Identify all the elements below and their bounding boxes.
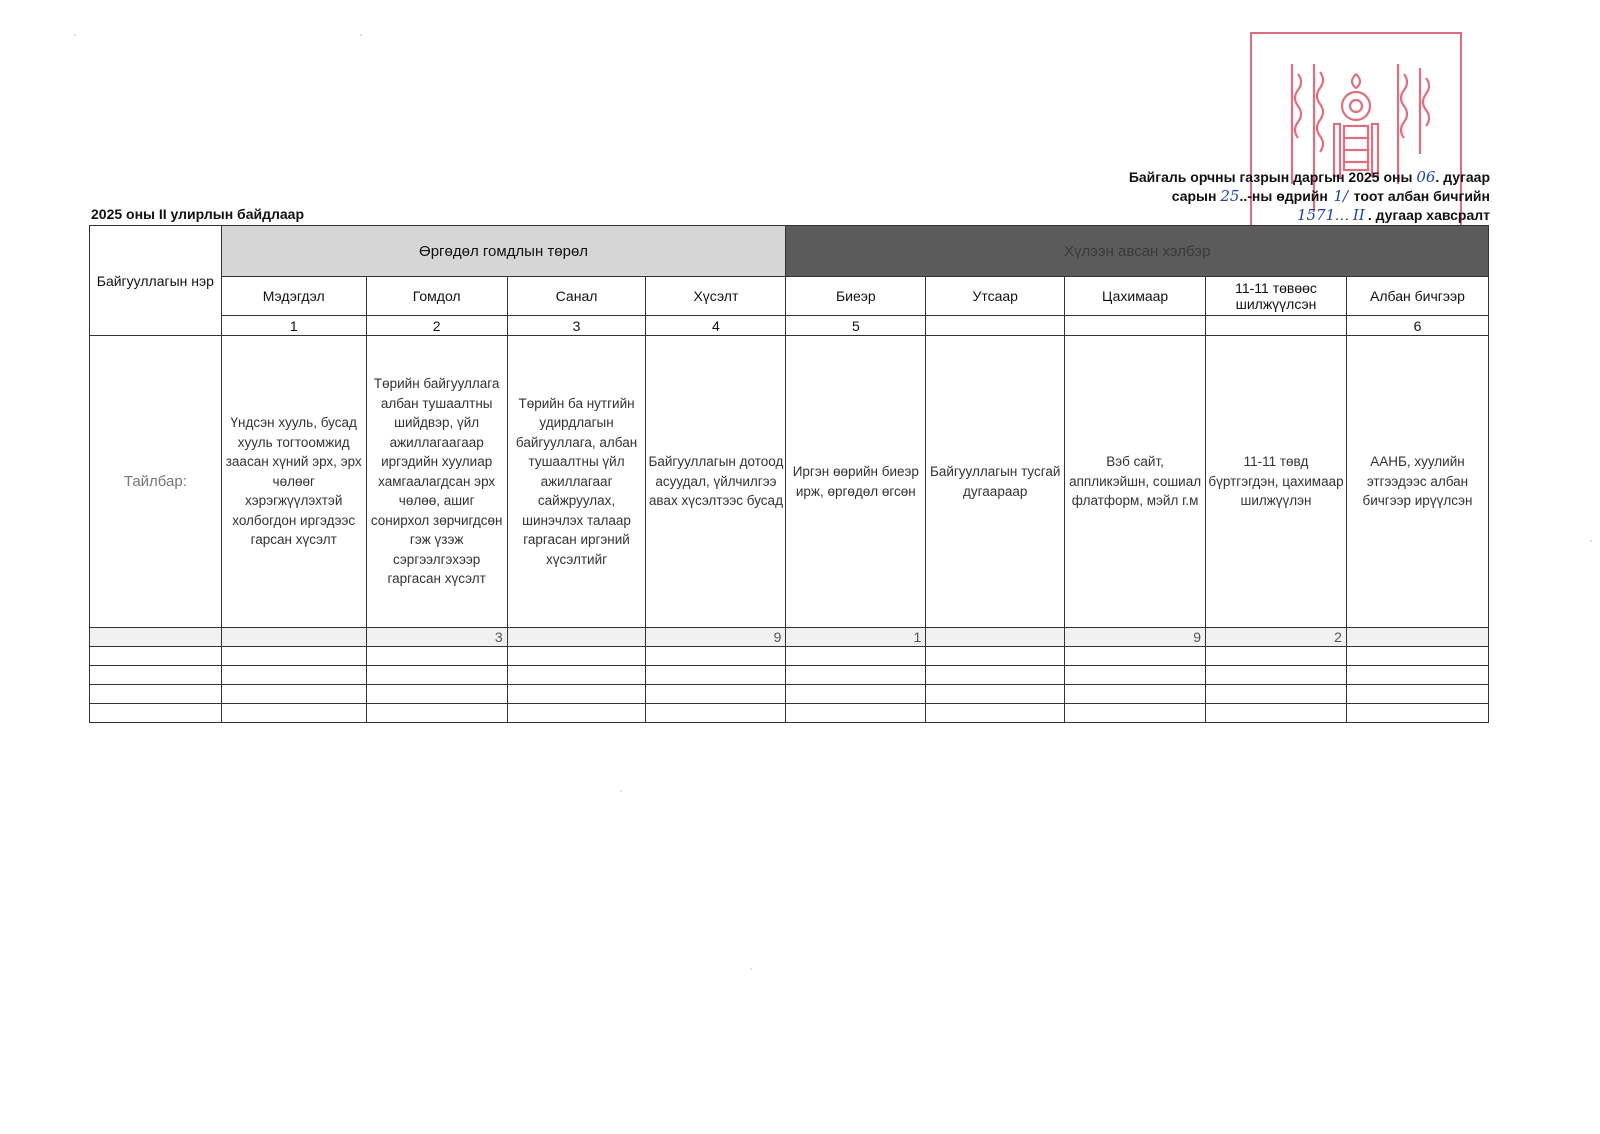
annex-reference (970, 168, 1490, 225)
column-header: Утсаар (926, 277, 1065, 316)
data-cell (90, 628, 222, 647)
annex-text: . дугаар (1435, 169, 1490, 185)
description-cell: 11-11 төвд бүртгэгдэн, цахимаар шилжүүлэн (1206, 336, 1347, 628)
empty-cell (1206, 666, 1347, 685)
annex-text: сарын (1171, 188, 1217, 204)
description-cell: Иргэн өөрийн биеэр ирж, өргөдөл өгсөн (786, 336, 926, 628)
data-cell: 9 (1065, 628, 1206, 647)
description-cell: Төрийн ба нутгийн удирдлагын байгууллага, албан тушаалтны үйл ажиллагааг сайжруулах, шинэчлэх талаар гаргасан иргэний хүсэлтийг (507, 336, 646, 628)
empty-cell (507, 704, 646, 723)
annex-text: ..-ны өдрийн (1239, 188, 1328, 204)
empty-cell (646, 666, 786, 685)
annex-line-2 (970, 187, 1490, 206)
empty-cell (90, 685, 222, 704)
column-number: 1 (221, 316, 366, 336)
received-form-group-header: Хүлээн авсан хэлбэр (786, 226, 1489, 277)
handwritten-month: 06 (1416, 168, 1436, 186)
empty-cell (1065, 704, 1206, 723)
empty-cell (366, 704, 507, 723)
scan-speck (750, 968, 752, 970)
complaint-type-group-header: Өргөдөл гомдлын төрөл (221, 226, 786, 277)
annex-text: . дугаар хавсралт (1367, 207, 1490, 223)
data-cell (507, 628, 646, 647)
empty-cell (1065, 666, 1206, 685)
data-cell (926, 628, 1065, 647)
column-number (1206, 316, 1347, 336)
table-row (90, 666, 1489, 685)
empty-cell (1206, 704, 1347, 723)
data-cell: 1 (786, 628, 926, 647)
column-number: 4 (646, 316, 786, 336)
data-cell: 2 (1206, 628, 1347, 647)
column-number (1065, 316, 1206, 336)
empty-cell (1346, 704, 1488, 723)
column-header: Албан бичгээр (1346, 277, 1488, 316)
empty-cell (646, 685, 786, 704)
scan-speck (360, 34, 362, 36)
empty-cell (221, 666, 366, 685)
empty-cell (1346, 647, 1488, 666)
description-cell: Байгууллагын тусгай дугаараар (926, 336, 1065, 628)
column-header: Хүсэлт (646, 277, 786, 316)
empty-cell (1206, 685, 1347, 704)
column-number (926, 316, 1065, 336)
handwritten-letter-prefix: 1/ (1333, 187, 1349, 205)
column-header: Цахимаар (1065, 277, 1206, 316)
data-cell: 9 (646, 628, 786, 647)
handwritten-annex-number: II (1352, 206, 1365, 224)
empty-cell (1346, 685, 1488, 704)
empty-cell (786, 685, 926, 704)
column-number: 6 (1346, 316, 1488, 336)
handwritten-day: 25 (1220, 187, 1240, 205)
empty-cell (1065, 685, 1206, 704)
column-header: Биеэр (786, 277, 926, 316)
description-cell: Үндсэн хууль, бусад хууль тогтоомжид заасан хүний эрх, эрх чөлөөг хэрэгжүүлэхтэй холбогдон иргэдээс гарсан хүсэлт (221, 336, 366, 628)
empty-cell (786, 704, 926, 723)
table-row (90, 685, 1489, 704)
empty-cell (926, 647, 1065, 666)
column-number: 2 (366, 316, 507, 336)
empty-cell (90, 666, 222, 685)
empty-cell (646, 647, 786, 666)
column-header: 11-11 төвөөс шилжүүлсэн (1206, 277, 1347, 316)
empty-cell (786, 647, 926, 666)
empty-cell (90, 704, 222, 723)
annex-text: тоот албан бичгийн (1353, 188, 1490, 204)
table-row (90, 628, 1489, 647)
period-title: 2025 оны II улирлын байдлаар (91, 206, 305, 222)
empty-cell (926, 685, 1065, 704)
description-cell: Байгууллагын дотоод асуудал, үйлчилгээ авах хүсэлтээс бусад (646, 336, 786, 628)
empty-cell (221, 704, 366, 723)
handwritten-letter-number: 1571 (1296, 206, 1336, 224)
description-cell: ААНБ, хуулийн этгээдээс албан бичгээр ирүүлсэн (1346, 336, 1488, 628)
column-number: 5 (786, 316, 926, 336)
scan-speck (620, 790, 622, 792)
empty-cell (1206, 647, 1347, 666)
empty-cell (786, 666, 926, 685)
empty-cell (221, 647, 366, 666)
org-name-header: Байгууллагын нэр (90, 226, 222, 336)
empty-cell (507, 685, 646, 704)
report-table (89, 225, 1489, 723)
annex-line-1 (970, 168, 1490, 187)
scan-speck (1590, 540, 1592, 542)
empty-cell (366, 666, 507, 685)
empty-cell (1065, 647, 1206, 666)
data-cell: 3 (366, 628, 507, 647)
column-number: 3 (507, 316, 646, 336)
data-cell (221, 628, 366, 647)
data-cell (1346, 628, 1488, 647)
column-header: Санал (507, 277, 646, 316)
scan-speck (74, 34, 76, 36)
empty-cell (507, 666, 646, 685)
empty-cell (646, 704, 786, 723)
empty-cell (1346, 666, 1488, 685)
empty-cell (926, 666, 1065, 685)
table-row (90, 647, 1489, 666)
annex-dots: ... (1335, 207, 1350, 223)
empty-cell (366, 647, 507, 666)
empty-cell (926, 704, 1065, 723)
empty-cell (221, 685, 366, 704)
description-cell: Вэб сайт, аппликэйшн, сошиал флатформ, мэйл г.м (1065, 336, 1206, 628)
annex-text: Байгаль орчны газрын даргын 2025 оны (1128, 169, 1413, 185)
column-header: Гомдол (366, 277, 507, 316)
column-header: Мэдэгдэл (221, 277, 366, 316)
empty-cell (90, 647, 222, 666)
description-label: Тайлбар: (90, 336, 222, 628)
annex-line-3 (970, 206, 1490, 225)
table-row (90, 704, 1489, 723)
description-cell: Төрийн байгууллага албан тушаалтны шийдвэр, үйл ажиллагаагаар иргэдийн хуулиар хамгаалагдсан эрх чөлөө, ашиг сонирхол зөрчигдсөн гэж үзэж сэргээлгэхээр гаргасан хүсэлт (366, 336, 507, 628)
empty-cell (366, 685, 507, 704)
empty-cell (507, 647, 646, 666)
